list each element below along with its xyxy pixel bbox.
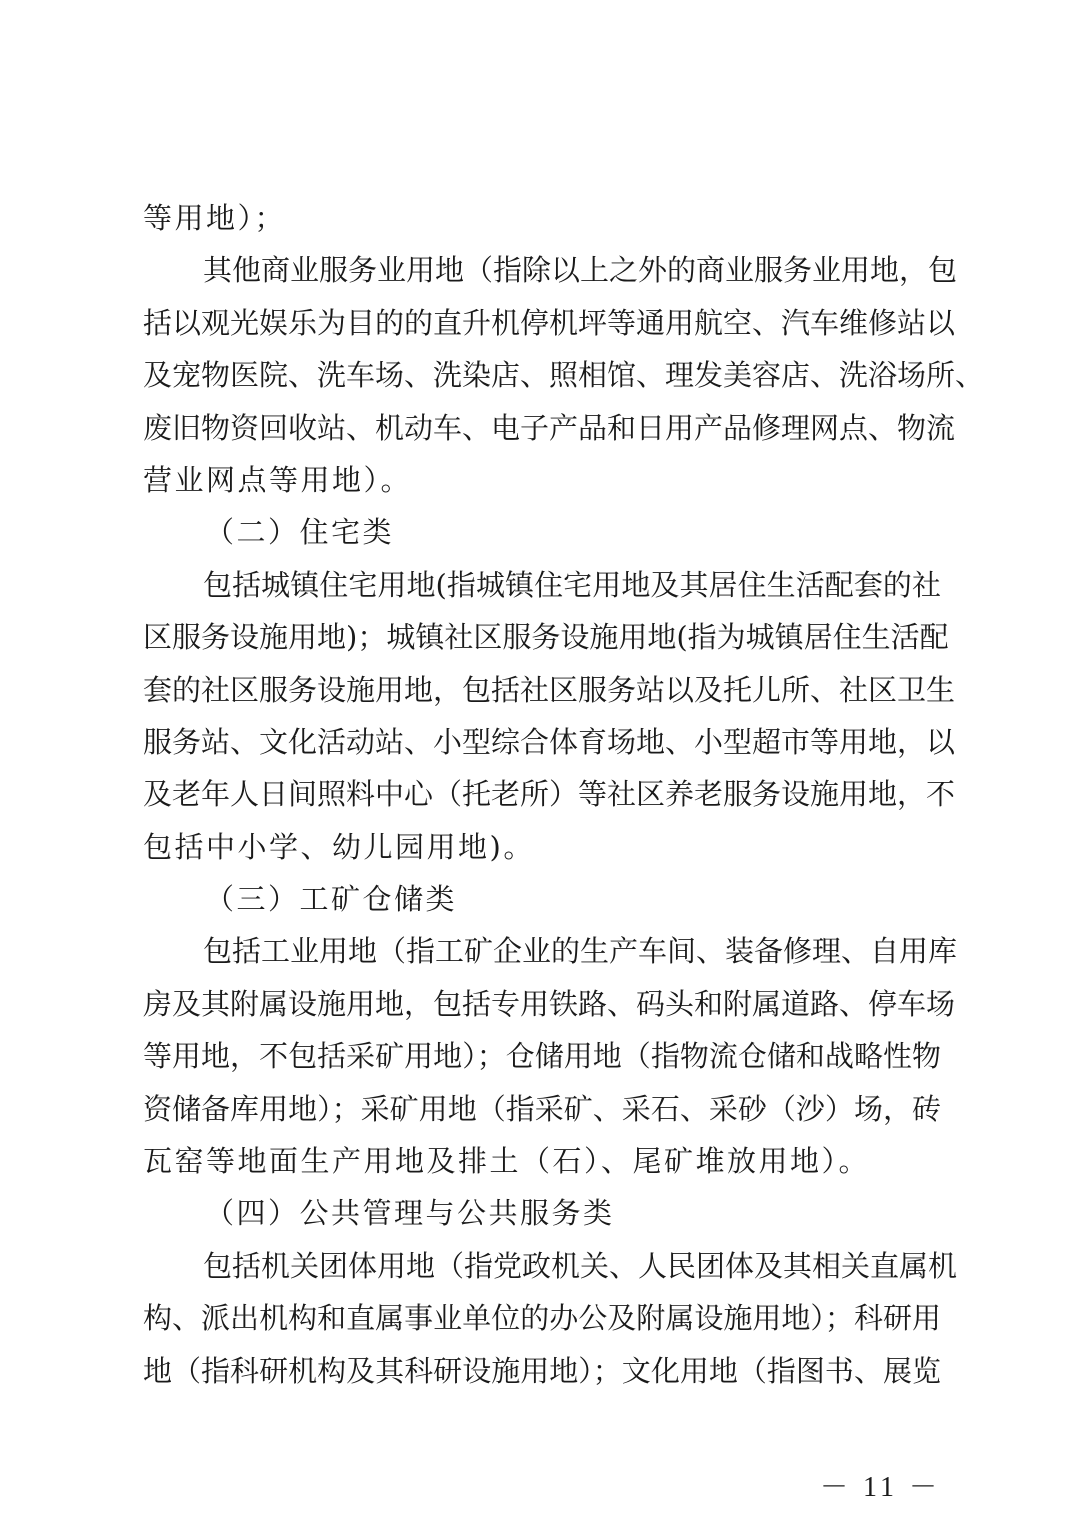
- text-line: 套的社区服务设施用地，包括社区服务站以及托儿所、社区卫生: [143, 672, 956, 707]
- text-line: 瓦窑等地面生产用地及排土（石）、尾矿堆放用地）。: [143, 1144, 871, 1179]
- text-line: 服务站、文化活动站、小型综合体育场地、小型超市等用地，以: [143, 724, 956, 759]
- text-line: 构、派出机构和直属事业单位的办公及附属设施用地）；科研用: [143, 1301, 941, 1336]
- text-line: 包括城镇住宅用地(指城镇住宅用地及其居住生活配套的社: [203, 567, 941, 602]
- section-heading: （二）住宅类: [205, 515, 395, 550]
- text-line: 括以观光娱乐为目的的直升机停机坪等通用航空、汽车维修站以: [143, 305, 956, 340]
- text-line: 营业网点等用地）。: [143, 462, 413, 497]
- text-line: 其他商业服务业用地（指除以上之外的商业服务业用地，包: [203, 253, 958, 288]
- text-line: 及老年人日间照料中心（托老所）等社区养老服务设施用地，不: [143, 777, 956, 812]
- text-line: 资储备库用地）；采矿用地（指采矿、采石、采砂（沙）场，砖: [143, 1091, 941, 1126]
- text-line: 废旧物资回收站、机动车、电子产品和日用产品修理网点、物流: [143, 410, 956, 445]
- text-line: 包括中小学、幼儿园用地)。: [143, 829, 535, 864]
- text-line: 包括机关团体用地（指党政机关、人民团体及其相关直属机: [203, 1248, 958, 1283]
- text-line: 区服务设施用地)；城镇社区服务设施用地(指为城镇居住生活配: [143, 620, 949, 655]
- text-line: 等用地，不包括采矿用地）；仓储用地（指物流仓储和战略性物: [143, 1039, 941, 1074]
- document-body: [143, 192, 985, 1397]
- section-heading: （三）工矿仓储类: [205, 882, 458, 917]
- text-line: 房及其附属设施用地，包括专用铁路、码头和附属道路、停车场: [143, 986, 956, 1021]
- text-line: 等用地）；: [143, 201, 287, 235]
- page-number: － 11 －: [820, 1472, 941, 1503]
- text-line: 地（指科研机构及其科研设施用地）；文化用地（指图书、展览: [143, 1353, 941, 1388]
- text-line: 及宠物医院、洗车场、洗染店、照相馆、理发美容店、洗浴场所、: [143, 358, 985, 393]
- section-heading: （四）公共管理与公共服务类: [205, 1196, 615, 1231]
- text-line: 包括工业用地（指工矿企业的生产车间、装备修理、自用库: [203, 934, 958, 969]
